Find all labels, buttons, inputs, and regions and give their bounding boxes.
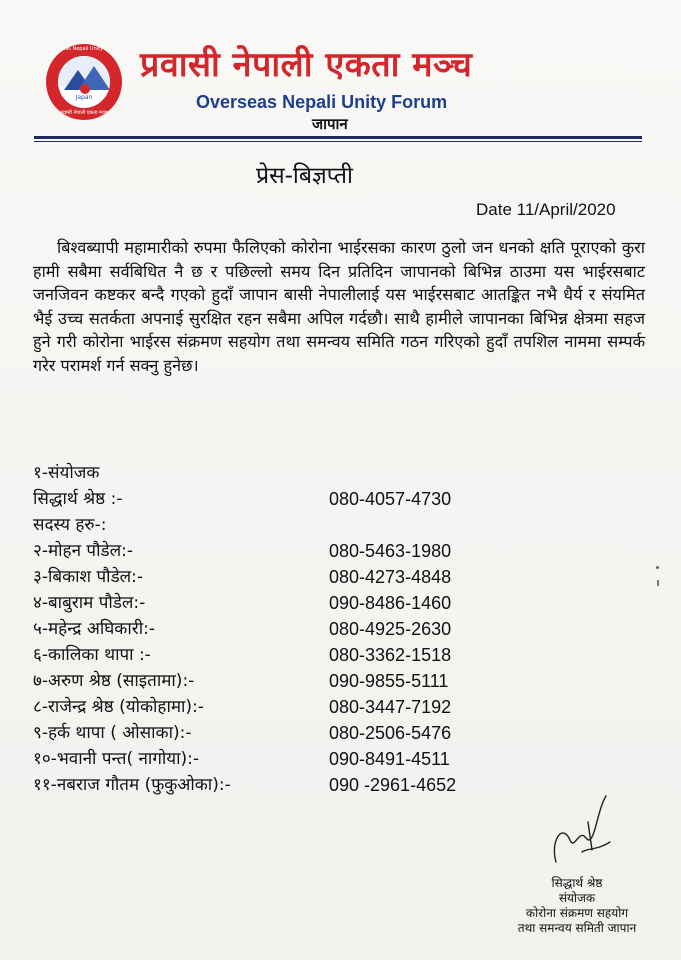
- contact-name: ८-राजेन्द्र श्रेष्ठ (योकोहामा):-: [33, 697, 204, 717]
- stray-mark: [656, 566, 659, 569]
- contact-row: [33, 590, 553, 616]
- contact-phone: 080-4057-4730: [329, 489, 452, 509]
- signatory-org-line1: कोरोना संक्रमण सहयोग: [525, 906, 629, 920]
- contact-row: [33, 668, 553, 694]
- contact-phone: 080-4925-2630: [329, 619, 452, 639]
- contact-row: [33, 642, 553, 668]
- org-location: जापान: [312, 115, 348, 133]
- contact-phone: 080-4273-4848: [329, 567, 452, 587]
- contact-name: सदस्य हरु-:: [33, 515, 107, 535]
- contact-row: [33, 694, 553, 720]
- contact-row: [33, 512, 553, 538]
- contact-phone: 080-3447-7192: [329, 697, 452, 717]
- contact-phone: 090-9855-5111: [329, 671, 449, 691]
- handwritten-signature-icon: [548, 792, 618, 872]
- contact-name: ४-बाबुराम पौडेल:-: [33, 593, 146, 613]
- header-divider: [34, 136, 594, 139]
- contact-name: ३-बिकाश पौडेल:-: [33, 567, 144, 587]
- contact-phone: 090-8486-1460: [329, 593, 452, 613]
- body-paragraph: बिश्वब्यापी महामारीको रुपमा फैलिएको कोरोना भाईरसका कारण ठुलो जन धनको क्षति पूराएको कुरा हामी सबैमा सर्वबिधित नै छ र पछिल्लो समय दिन प्रतिदिन जापानको बिभिन्न ठाउमा यस भाईरसबाट जनजिवन कष्टकर बन्दै गएको हुदाँ जापान बासी नेपालीलाई यस भाईरसबाट आतङ्कित नभै धैर्य र संयमित भैई उच्च सतर्कता अपनाई सुरक्षित रहन सबैमा अपिल गर्दछौ। साथै हामीले जापानका बिभिन्न क्षेत्रमा सहज हुने गरी कोरोना भाईरस संक्रमण सहयोग तथा समन्वय समिति गठन गरिएको हुदाँ तपशिल नाममा सम्पर्क गरेर परामर्श गर्न सक्नु हुनेछ।: [33, 238, 645, 375]
- contact-row: [33, 538, 553, 564]
- org-title-nepali: प्रवासी नेपाली एकता मञ्च: [140, 45, 473, 85]
- contact-phone: 090 -2961-4652: [329, 775, 457, 795]
- document-date: Date 11/April/2020: [476, 200, 616, 219]
- header-divider-end: [594, 136, 642, 139]
- contact-row: [33, 564, 553, 590]
- contact-name: ९-हर्क थापा ( ओसाका):-: [33, 723, 192, 743]
- contact-name: २-मोहन पौडेल:-: [33, 541, 133, 561]
- contact-row: [33, 746, 553, 772]
- contact-name: ५-महेन्द्र अघिकारी:-: [33, 619, 155, 639]
- contact-name: सिद्धार्थ श्रेष्ठ :-: [33, 489, 123, 509]
- org-title-english: Overseas Nepali Unity Forum: [196, 92, 448, 112]
- contact-name: ११-नबराज गौतम (फुकुओका):-: [33, 775, 231, 795]
- contact-list: [33, 460, 553, 798]
- contact-phone: 090-8491-4511: [329, 749, 450, 769]
- forum-logo: [46, 44, 122, 120]
- signatory-org-line2: तथा समन्वय समिती जापान: [517, 921, 637, 935]
- contact-row: [33, 720, 553, 746]
- contact-phone: 080-2506-5476: [329, 723, 452, 743]
- contact-row: [33, 616, 553, 642]
- signature-block: [487, 876, 667, 936]
- contact-name: १-संयोजक: [33, 463, 100, 483]
- contact-phone: 080-5463-1980: [329, 541, 452, 561]
- header-divider-thin: [34, 141, 642, 142]
- contact-row: [33, 460, 553, 486]
- forum-logo-icon: [58, 56, 110, 108]
- contact-phone: 080-3362-1518: [329, 645, 452, 665]
- document-heading: प्रेस-बिज्ञप्ती: [256, 163, 353, 189]
- signatory-name: सिद्धार्थ श्रेष्ठ: [551, 876, 603, 890]
- contact-row: [33, 486, 553, 512]
- contact-name: ७-अरुण श्रेष्ठ (साइतामा):-: [33, 671, 195, 691]
- contact-row: [33, 772, 553, 798]
- logo-ring-text: Overseas Nepali Unity Forum: [47, 46, 121, 52]
- contact-name: १०-भवानी पन्त( नागोया):-: [33, 749, 200, 769]
- logo-ring-bottom-text: प्रवासी नेपाली एकता मञ्च: [60, 110, 108, 116]
- signatory-role: संयोजक: [558, 891, 596, 905]
- stray-mark: [657, 580, 659, 586]
- logo-inner-text: Japan: [75, 94, 93, 101]
- contact-name: ६-कालिका थापा :-: [33, 645, 151, 665]
